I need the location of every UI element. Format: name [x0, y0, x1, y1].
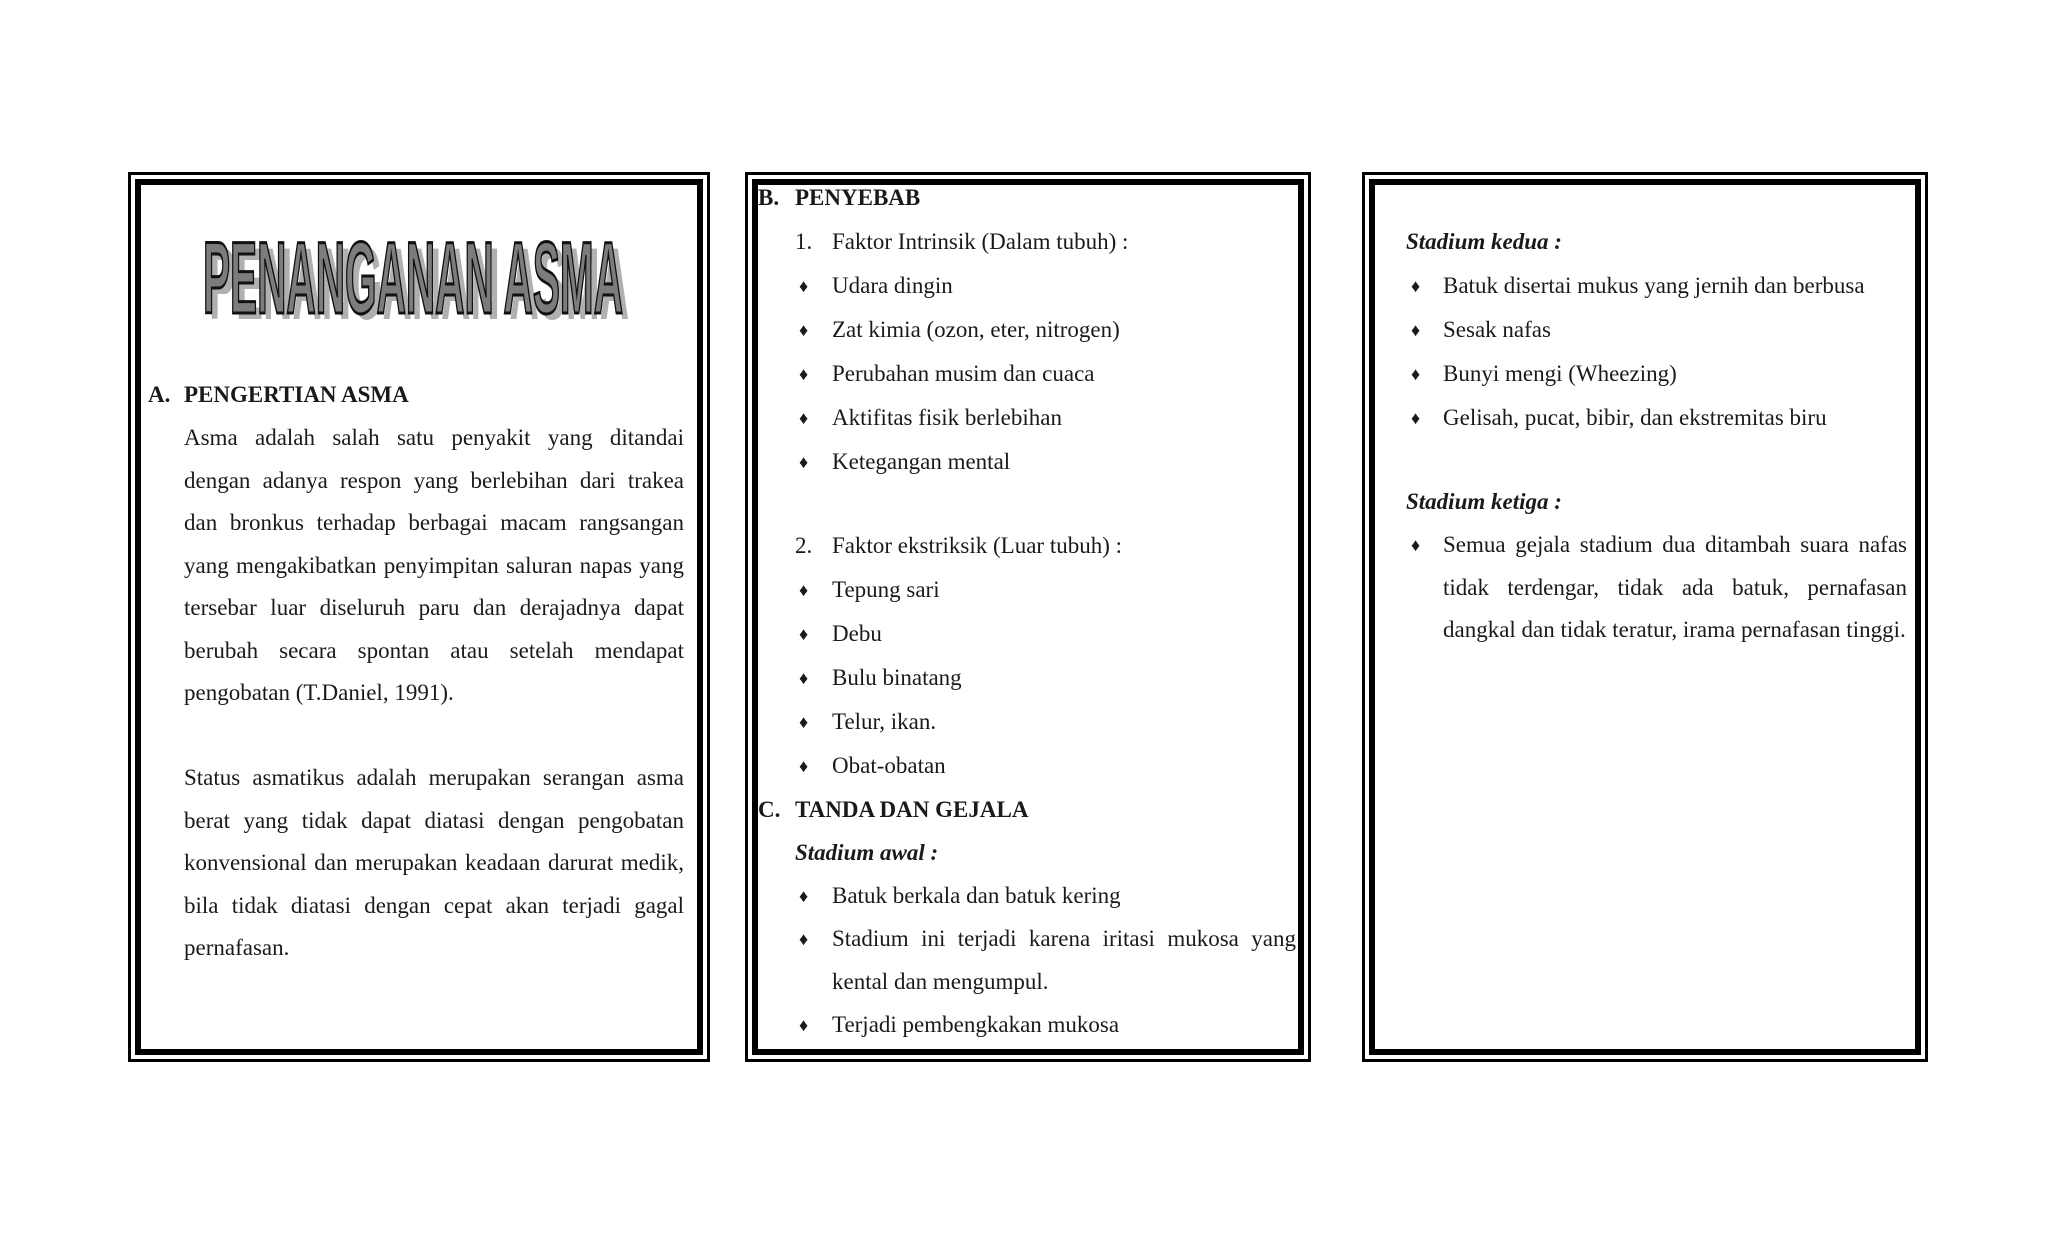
bullet-icon: ♦: [1411, 408, 1421, 428]
wordart-title-shadow: PENANGANAN ASMA: [209, 227, 630, 325]
stage-2-item: Bunyi mengi (Wheezing): [1443, 361, 1677, 386]
stage-2-title: Stadium kedua :: [1406, 229, 1562, 254]
section-a-heading: PENGERTIAN ASMA: [184, 382, 409, 407]
stage-1-item: Terjadi pembengkakan mukosa: [832, 1012, 1120, 1037]
bullet-icon: ♦: [799, 886, 809, 906]
section-b-heading: PENYEBAB: [795, 185, 921, 210]
section-a-paragraph-2: Status asmatikus adalah merupakan serangan asma berat yang tidak dapat diatasi dengan pengobatan konvensional dan merupakan keadaan darurat medik, bila tidak diatasi dengan cepat akan terjadi gagal pernafasan.: [184, 765, 684, 960]
bullet-icon: ♦: [799, 929, 809, 949]
bullet-icon: ♦: [799, 756, 809, 776]
wordart-title-text: PENANGANAN ASMA: [203, 221, 624, 325]
bullet-icon: ♦: [799, 320, 809, 340]
factor-2-item: Telur, ikan.: [832, 709, 937, 734]
factor-1-number: 1.: [795, 229, 813, 254]
factor-1-item: Zat kimia (ozon, eter, nitrogen): [832, 317, 1120, 342]
stage-1-item: Stadium ini terjadi karena iritasi mukosa yang kental dan mengumpul.: [832, 926, 1296, 994]
section-a-letter: A.: [148, 382, 171, 407]
factor-2-number: 2.: [795, 533, 813, 558]
bullet-icon: ♦: [799, 1015, 809, 1035]
factor-1-item: Ketegangan mental: [832, 449, 1011, 474]
bullet-icon: ♦: [799, 712, 809, 732]
bullet-icon: ♦: [799, 624, 809, 644]
section-c-letter: C.: [758, 797, 781, 822]
section-a-paragraph-1: Asma adalah salah satu penyakit yang ditandai dengan adanya respon yang berlebihan dari trakea dan bronkus terhadap berbagai macam rangsangan yang mengakibatkan penyimpitan saluran napas yang tersebar luar diseluruh paru dan derajadnya dapat berubah secara spontan atau setelah mendapat pengobatan (T.Daniel, 1991).: [184, 425, 684, 705]
stage-3-item: Semua gejala stadium dua ditambah suara nafas tidak terdengar, tidak ada batuk, pernafasan dangkal dan tidak teratur, irama pernafasan tinggi.: [1443, 532, 1907, 642]
factor-2-item: Tepung sari: [832, 577, 940, 602]
factor-2-title: Faktor ekstriksik (Luar tubuh) :: [832, 533, 1123, 558]
bullet-icon: ♦: [1411, 276, 1421, 296]
factor-2-item: Bulu binatang: [832, 665, 962, 690]
bullet-icon: ♦: [1411, 320, 1421, 340]
factor-1-item: Perubahan musim dan cuaca: [832, 361, 1095, 386]
wordart-title: [195, 195, 655, 325]
bullet-icon: ♦: [799, 668, 809, 688]
bullet-icon: ♦: [799, 452, 809, 472]
stage-2-item: Gelisah, pucat, bibir, dan ekstremitas biru: [1443, 405, 1827, 430]
stage-3-title: Stadium ketiga :: [1406, 489, 1562, 514]
bullet-icon: ♦: [799, 580, 809, 600]
factor-1-title: Faktor Intrinsik (Dalam tubuh) :: [832, 229, 1129, 254]
bullet-icon: ♦: [1411, 364, 1421, 384]
factor-1-item: Aktifitas fisik berlebihan: [832, 405, 1062, 430]
stage-1-item: Batuk berkala dan batuk kering: [832, 883, 1121, 908]
section-c-heading: TANDA DAN GEJALA: [795, 797, 1029, 822]
factor-1-item: Udara dingin: [832, 273, 953, 298]
stage-2-item: Sesak nafas: [1443, 317, 1551, 342]
section-b-letter: B.: [758, 185, 780, 210]
factor-2-item: Obat-obatan: [832, 753, 946, 778]
stage-1-title: Stadium awal :: [795, 840, 939, 865]
bullet-icon: ♦: [799, 408, 809, 428]
bullet-icon: ♦: [799, 276, 809, 296]
stage-2-item: Batuk disertai mukus yang jernih dan berbusa: [1443, 273, 1865, 298]
bullet-icon: ♦: [799, 364, 809, 384]
bullet-icon: ♦: [1411, 535, 1421, 555]
factor-2-item: Debu: [832, 621, 882, 646]
